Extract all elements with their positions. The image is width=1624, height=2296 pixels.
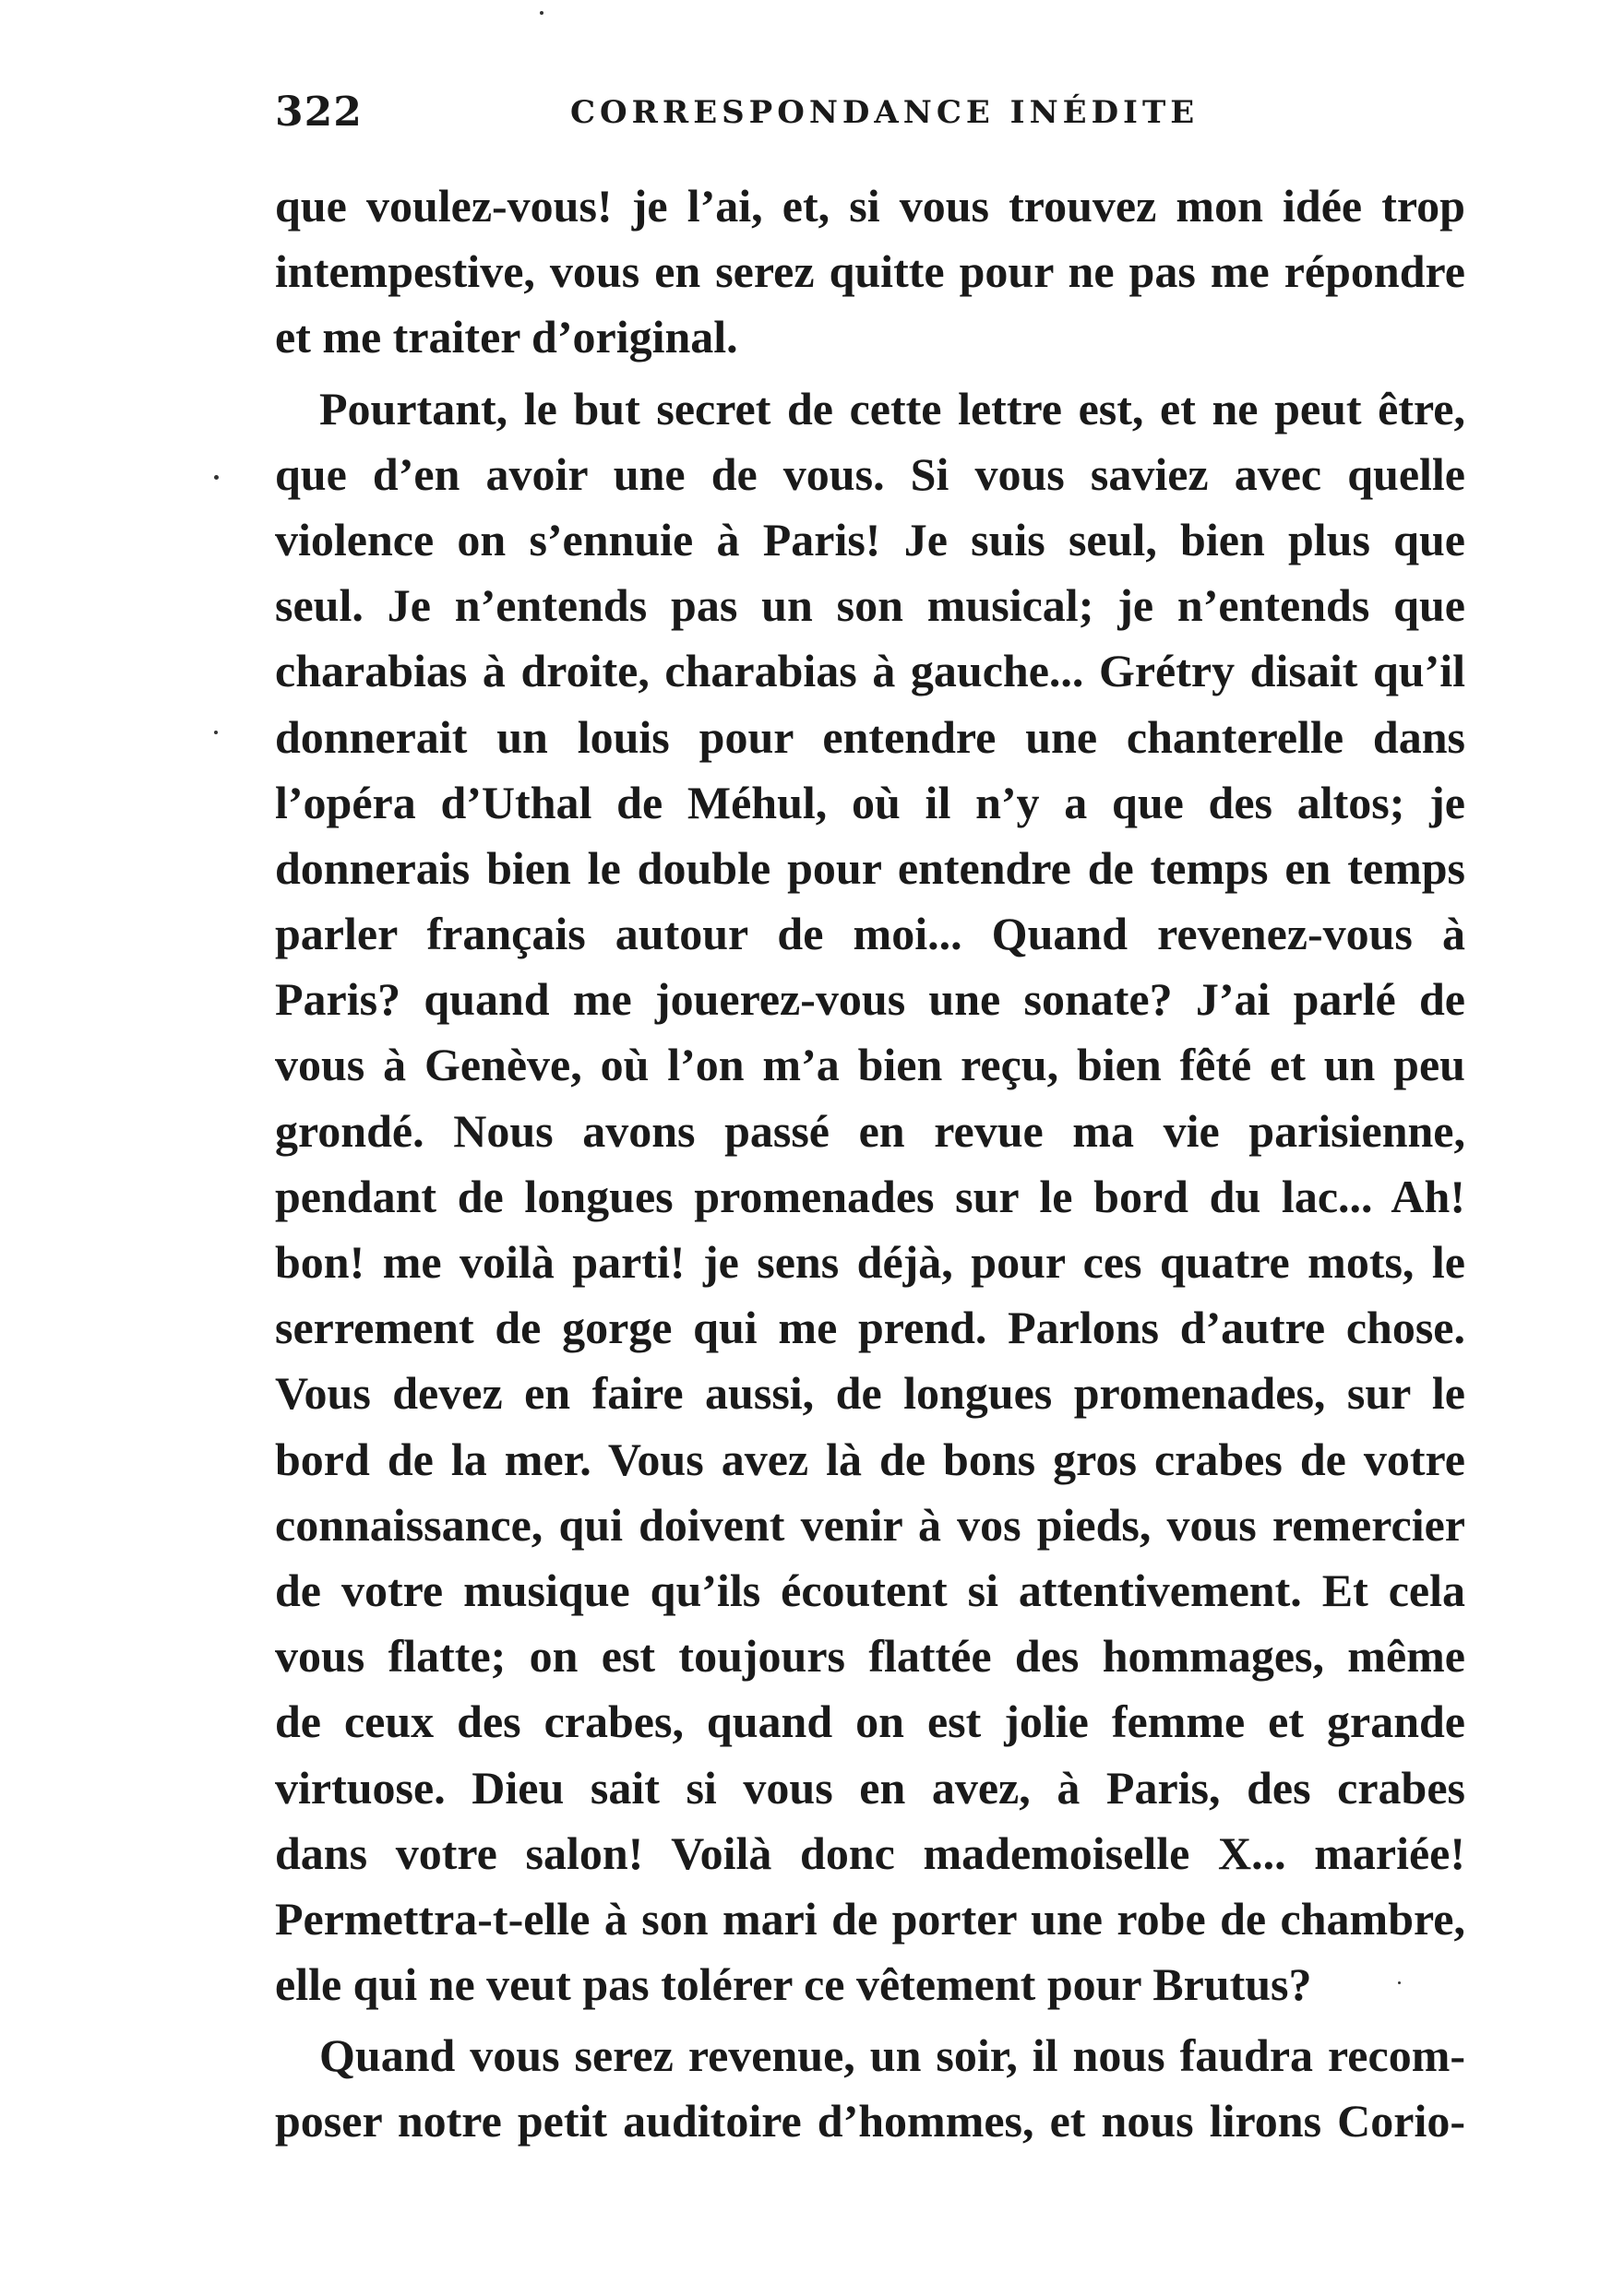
page-header [275, 89, 1475, 144]
page-number: 322 [275, 89, 363, 136]
text-line: virtuose. Dieu sait si vous en avez, à Paris, des crabes [275, 1761, 1465, 1814]
text-line: pendant de longues promenades sur le bord du lac... Ah! [275, 1170, 1465, 1222]
paragraph [275, 376, 1465, 2018]
text-line: dans votre salon! Voilà donc mademoiselle X... mariée! [275, 1826, 1465, 1879]
text-line: que d’en avoir une de vous. Si vous saviez avec quelle [275, 447, 1465, 500]
text-line: et me traiter d’original. [275, 311, 738, 363]
paragraph [275, 173, 1465, 371]
text-line: donnerais bien le double pour entendre de temps en temps [275, 841, 1465, 894]
text-line: poser notre petit auditoire d’hommes, et nous lirons Corio- [275, 2095, 1465, 2147]
text-line: Paris? quand me jouerez-vous une sonate? J’ai parlé de [275, 973, 1465, 1026]
text-line: l’opéra d’Uthal de Méhul, où il n’y a que des altos; je [275, 776, 1465, 828]
text-line: de votre musique qu’ils écoutent si attentivement. Et cela [275, 1564, 1465, 1616]
text-line: bon! me voilà parti! je sens déjà, pour ces quatre mots, le [275, 1236, 1465, 1288]
text-line: Quand vous serez revenue, un soir, il nous faudra recom- [319, 2029, 1465, 2082]
text-line: elle qui ne veut pas tolérer ce vêtement pour Brutus? [275, 1958, 1312, 2011]
text-line: que voulez-vous! je l’ai, et, si vous trouvez mon idée trop [275, 180, 1465, 232]
text-line: vous à Genève, où l’on m’a bien reçu, bien fêté et un peu [275, 1039, 1465, 1091]
text-line: donnerait un louis pour entendre une chanterelle dans [275, 710, 1465, 763]
text-line: grondé. Nous avons passé en revue ma vie parisienne, [275, 1104, 1465, 1157]
text-line: intempestive, vous en serez quitte pour ne pas me répondre [275, 245, 1465, 298]
body-text [275, 173, 1465, 2155]
text-line: vous flatte; on est toujours flattée des hommages, même [275, 1630, 1465, 1683]
text-line: Vous devez en faire aussi, de longues promenades, sur le [275, 1367, 1465, 1420]
text-line: seul. Je n’entends pas un son musical; je n’entends que [275, 579, 1465, 632]
text-line: de ceux des crabes, quand on est jolie femme et grande [275, 1695, 1465, 1748]
text-line: Pourtant, le but secret de cette lettre est, et ne peut être, [319, 382, 1465, 434]
text-line: charabias à droite, charabias à gauche... Grétry disait qu’il [275, 645, 1465, 697]
text-line: serrement de gorge qui me prend. Parlons d’autre chose. [275, 1302, 1465, 1354]
text-line: connaissance, qui doivent venir à vos pieds, vous remercier [275, 1498, 1465, 1551]
text-line: bord de la mer. Vous avez là de bons gros crabes de votre [275, 1433, 1465, 1485]
text-line: violence on s’ennuie à Paris! Je suis seul, bien plus que [275, 513, 1465, 565]
text-line: parler français autour de moi... Quand revenez-vous à [275, 908, 1465, 960]
text-line: Permettra-t-elle à son mari de porter une robe de chambre, [275, 1892, 1465, 1945]
paragraph [275, 2023, 1465, 2154]
running-title: CORRESPONDANCE INÉDITE [570, 94, 1200, 131]
